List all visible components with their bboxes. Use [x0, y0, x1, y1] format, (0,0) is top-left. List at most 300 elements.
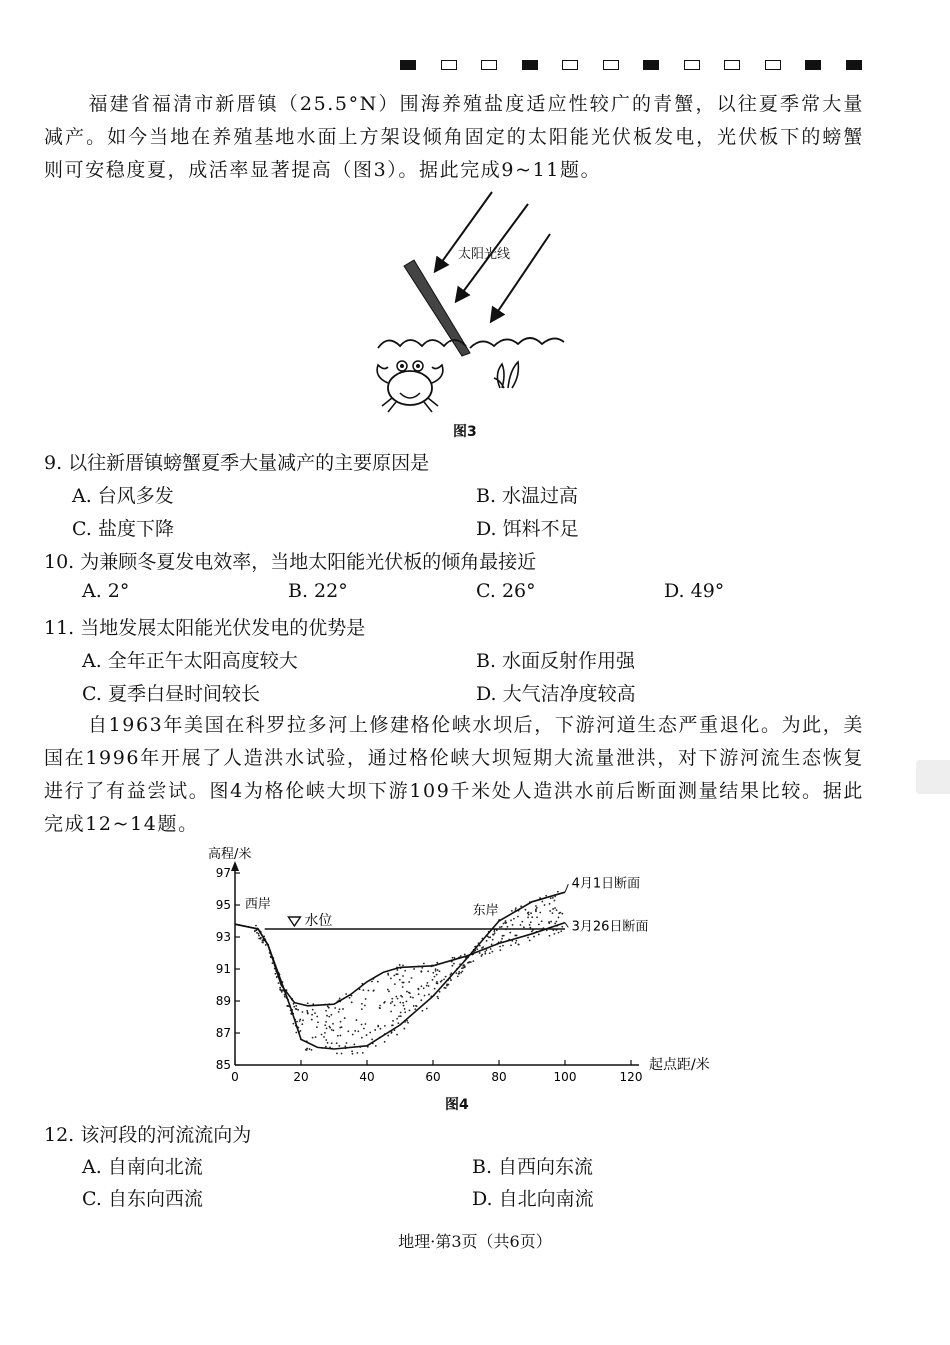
header-mark [603, 60, 619, 70]
sediment-dot [541, 901, 543, 903]
sediment-dot [399, 1002, 401, 1004]
sediment-dot [295, 1008, 297, 1010]
sediment-dot [561, 926, 563, 928]
sediment-dot [374, 1029, 376, 1031]
sediment-dot [550, 897, 552, 899]
west-bank-label: 西岸 [244, 897, 271, 913]
sediment-dot [258, 933, 260, 935]
sediment-dot [529, 940, 531, 942]
sediment-dot [275, 973, 277, 975]
sediment-dot [554, 900, 556, 902]
sediment-dot [510, 919, 512, 921]
page-footer: 地理·第3页（共6页） [398, 1232, 552, 1251]
sediment-dot [499, 946, 501, 948]
sediment-dot [306, 1049, 308, 1051]
sediment-dot [538, 934, 540, 936]
sediment-dot [296, 1021, 298, 1023]
sediment-dot [548, 921, 550, 923]
question-9-stem: 9. 以往新厝镇螃蟹夏季大量减产的主要原因是 [44, 452, 430, 474]
q12-option-a: A. 自南向北流 [82, 1156, 203, 1178]
sediment-dot [357, 1030, 359, 1032]
sediment-dot [334, 1007, 336, 1009]
sediment-dot [510, 944, 512, 946]
sediment-dot [402, 986, 404, 988]
sediment-dot [520, 905, 522, 907]
sediment-dot [325, 1039, 327, 1041]
sediment-dot [472, 960, 474, 962]
sediment-dot [400, 1012, 402, 1014]
seaweed-icon [494, 362, 518, 388]
sediment-dot [531, 916, 533, 918]
sediment-dot [491, 944, 493, 946]
sediment-dot [440, 981, 442, 983]
apr1-series-label: 4月1日断面 [571, 876, 641, 892]
sediment-dot [412, 997, 414, 999]
sediment-dot [446, 983, 448, 985]
sediment-dot [521, 921, 523, 923]
figure-4-caption: 图4 [445, 1097, 469, 1113]
header-mark [643, 60, 659, 70]
y-tick-label: 85 [215, 1058, 231, 1072]
y-tick-label: 89 [215, 994, 231, 1008]
sediment-dot [505, 922, 507, 924]
q10-option-c: C. 26° [476, 580, 536, 602]
sediment-dot [464, 954, 466, 956]
sediment-dot [423, 963, 425, 965]
passage-2-text: 自1963年美国在科罗拉多河上修建格伦峡水坝后，下游河道生态严重退化。为此，美国在1996年开展了人造洪水试验，通过格伦峡大坝短期大流量泄洪，对下游河流生态恢复进行了有益尝试。图4为格伦峡大坝下游109千米处人造洪水前后断面测量结果比较。据此完成12~14题。 [44, 714, 864, 835]
q12-option-b: B. 自西向东流 [472, 1156, 594, 1178]
sediment-dot [531, 931, 533, 933]
sunray-label: 太阳光线 [458, 247, 511, 262]
sediment-dot [361, 1008, 363, 1010]
crab-icon [377, 361, 443, 412]
sediment-dot [344, 1045, 346, 1047]
sediment-dot [536, 916, 538, 918]
sediment-dot [398, 1015, 400, 1017]
sediment-dot [529, 927, 531, 929]
sediment-dot [311, 1049, 313, 1051]
sediment-dot [556, 909, 558, 911]
sediment-dot [383, 1002, 385, 1004]
sediment-dot [413, 1005, 415, 1007]
sediment-dot [390, 1002, 392, 1004]
sediment-dot [340, 1021, 342, 1023]
sediment-dot [435, 970, 437, 972]
sediment-dot [409, 992, 411, 994]
sediment-dot [414, 1008, 416, 1010]
sediment-dot [397, 973, 399, 975]
sediment-dot [372, 990, 374, 992]
sediment-dot [380, 1028, 382, 1030]
sediment-dot [539, 912, 541, 914]
sediment-dot [396, 1018, 398, 1020]
sediment-dot [517, 916, 519, 918]
sediment-dot [416, 1005, 418, 1007]
sediment-dot [307, 1002, 309, 1004]
q12-option-c: C. 自东向西流 [82, 1188, 203, 1210]
sediment-dot [503, 923, 505, 925]
sediment-dot [321, 1034, 323, 1036]
sediment-dot [324, 1032, 326, 1034]
sediment-dot [436, 974, 438, 976]
q9-option-b: B. 水温过高 [476, 485, 579, 507]
sediment-dot [549, 935, 551, 937]
sediment-dot [316, 1016, 318, 1018]
sediment-dot [517, 944, 519, 946]
y-tick-label: 95 [215, 898, 231, 912]
sediment-dot [341, 1053, 343, 1055]
sediment-dot [255, 925, 257, 927]
sediment-dot [559, 912, 561, 914]
sediment-dot [317, 1021, 319, 1023]
sediment-dot [486, 940, 488, 942]
sediment-dot [436, 981, 438, 983]
sediment-dot [339, 997, 341, 999]
sediment-dot [329, 1026, 331, 1028]
sediment-dot [404, 1008, 406, 1010]
q12-option-d: D. 自北向南流 [472, 1188, 594, 1210]
sediment-dot [306, 1010, 308, 1012]
sediment-dot [530, 912, 532, 914]
sediment-dot [301, 1023, 303, 1025]
sediment-dot [390, 978, 392, 980]
header-mark [522, 60, 538, 70]
y-axis-label: 高程/米 [208, 847, 252, 862]
sediment-dot [399, 979, 401, 981]
sediment-dot [402, 975, 404, 977]
sediment-dot [361, 1003, 363, 1005]
sediment-dot [314, 1012, 316, 1014]
sediment-dot [502, 935, 504, 937]
sediment-dot [453, 957, 455, 959]
sediment-dot [549, 903, 551, 905]
sediment-dot [346, 1042, 348, 1044]
question-12-stem: 12. 该河段的河流流向为 [44, 1124, 252, 1146]
sediment-dot [528, 914, 530, 916]
sediment-dot [351, 1001, 353, 1003]
sediment-dot [356, 1019, 358, 1021]
mar26-series-label: 3月26日断面 [571, 919, 649, 935]
sediment-dot [331, 1029, 333, 1031]
sediment-dot [326, 1027, 328, 1029]
sediment-dot [311, 1014, 313, 1016]
sediment-dot [535, 905, 537, 907]
sediment-dot [377, 981, 379, 983]
sediment-dot [351, 1050, 353, 1052]
q10-option-b: B. 22° [288, 580, 348, 602]
sediment-dot [520, 924, 522, 926]
x-axis-label: 起点距/米 [649, 1057, 710, 1073]
sediment-dot [401, 996, 403, 998]
sediment-dot [468, 962, 470, 964]
header-mark [562, 60, 578, 70]
sediment-dot [352, 1034, 354, 1036]
sediment-dot [464, 966, 466, 968]
sediment-dot [515, 942, 517, 944]
sediment-dot [368, 990, 370, 992]
sediment-dot [482, 946, 484, 948]
q11-option-a: A. 全年正午太阳高度较大 [82, 650, 298, 672]
y-tick-label: 93 [215, 930, 231, 944]
sediment-dot [254, 930, 256, 932]
sediment-dot [476, 948, 478, 950]
sediment-dot [344, 1017, 346, 1019]
sediment-dot [292, 1023, 294, 1025]
sediment-dot [501, 938, 503, 940]
sediment-dot [420, 970, 422, 972]
sediment-dot [403, 1028, 405, 1030]
sediment-dot [501, 926, 503, 928]
header-marks [400, 60, 886, 70]
sediment-dot [558, 917, 560, 919]
x-tick-label: 60 [425, 1070, 441, 1084]
sediment-dot [352, 1053, 354, 1055]
sediment-dot [560, 930, 562, 932]
sediment-dot [544, 904, 546, 906]
sediment-dot [399, 964, 401, 966]
sediment-dot [299, 1019, 301, 1021]
header-mark [846, 60, 862, 70]
sediment-dot [421, 985, 423, 987]
sediment-dot [278, 982, 280, 984]
x-tick-label: 120 [619, 1070, 643, 1084]
q9-option-a: A. 台风多发 [72, 485, 174, 507]
sediment-dot [525, 909, 527, 911]
sediment-dot [410, 996, 412, 998]
sediment-dot [527, 912, 529, 914]
sediment-dot [529, 924, 531, 926]
sediment-dot [331, 1042, 333, 1044]
sediment-dot [451, 965, 453, 967]
sediment-dot [395, 996, 397, 998]
y-axis-arrow [231, 861, 239, 871]
water-level-label: 水位 [304, 913, 333, 929]
sediment-dot [337, 1035, 339, 1037]
sediment-dot [387, 973, 389, 975]
sediment-dot [342, 1008, 344, 1010]
figure-4-chart [200, 840, 740, 1090]
sediment-dot [554, 923, 556, 925]
sediment-dot [426, 985, 428, 987]
sediment-dot [421, 967, 423, 969]
sediment-dot [332, 1023, 334, 1025]
sediment-dot [392, 1020, 394, 1022]
sediment-dot [326, 1015, 328, 1017]
sediment-dot [437, 997, 439, 999]
sediment-dot [439, 970, 441, 972]
sediment-dot [512, 924, 514, 926]
sediment-dot [258, 935, 260, 937]
water-surface [378, 338, 564, 348]
sediment-dot [511, 910, 513, 912]
x-tick-label: 20 [293, 1070, 309, 1084]
sediment-dot [458, 971, 460, 973]
sediment-dot [499, 949, 501, 951]
sediment-dot [361, 1024, 363, 1026]
sediment-dot [422, 1010, 424, 1012]
header-mark [684, 60, 700, 70]
sediment-dot [311, 1019, 313, 1021]
sediment-dot [432, 972, 434, 974]
sediment-dot [333, 1030, 335, 1032]
sediment-dot [361, 1037, 363, 1039]
sediment-stipple [254, 891, 563, 1055]
sediment-dot [408, 981, 410, 983]
sediment-dot [538, 924, 540, 926]
sediment-dot [336, 1053, 338, 1055]
sediment-dot [527, 937, 529, 939]
sediment-dot [493, 930, 495, 932]
sediment-dot [402, 965, 404, 967]
sediment-dot [365, 998, 367, 1000]
sediment-dot [371, 1039, 373, 1041]
sediment-dot [536, 907, 538, 909]
sediment-dot [499, 926, 501, 928]
sediment-dot [325, 1010, 327, 1012]
sediment-dot [460, 955, 462, 957]
sediment-dot [302, 1011, 304, 1013]
sediment-dot [461, 970, 463, 972]
sediment-dot [295, 1032, 297, 1034]
sediment-dot [349, 997, 351, 999]
header-mark [481, 60, 497, 70]
sediment-dot [530, 921, 532, 923]
sediment-dot [453, 963, 455, 965]
sediment-dot [356, 1052, 358, 1054]
sediment-dot [494, 932, 496, 934]
sediment-dot [391, 998, 393, 1000]
sediment-dot [366, 1034, 368, 1036]
sediment-dot [457, 975, 459, 977]
q9-option-c: C. 盐度下降 [72, 518, 174, 540]
sediment-dot [458, 973, 460, 975]
sediment-dot [437, 969, 439, 971]
q10-option-a: A. 2° [82, 580, 130, 602]
sediment-dot [379, 1005, 381, 1007]
sediment-dot [406, 1000, 408, 1002]
mar26-leader [565, 923, 568, 928]
sediment-dot [479, 952, 481, 954]
q11-option-c: C. 夏季白昼时间较长 [82, 683, 260, 705]
sediment-dot [523, 926, 525, 928]
sediment-dot [452, 957, 454, 959]
sediment-dot [393, 975, 395, 977]
sediment-dot [535, 909, 537, 911]
sediment-dot [424, 995, 426, 997]
sediment-dot [484, 953, 486, 955]
sediment-dot [353, 1044, 355, 1046]
sediment-dot [434, 988, 436, 990]
y-tick-label: 91 [215, 962, 231, 976]
sediment-dot [403, 982, 405, 984]
sediment-dot [258, 938, 260, 940]
sediment-dot [516, 935, 518, 937]
passage-1-text: 福建省福清市新厝镇（25.5°N）围海养殖盐度适应性较广的青蟹，以往夏季常大量减产。如今当地在养殖基地水面上方架设倾角固定的太阳能光伏板发电，光伏板下的螃蟹则可安稳度夏，成活率显著提高（图3）。据此完成9~11题。 [44, 93, 864, 181]
q9-option-d: D. 饵料不足 [476, 518, 579, 540]
sediment-dot [387, 989, 389, 991]
sediment-dot [284, 996, 286, 998]
sediment-dot [309, 1048, 311, 1050]
sediment-dot [489, 952, 491, 954]
sediment-dot [463, 964, 465, 966]
x-tick-label: 100 [553, 1070, 577, 1084]
sediment-dot [369, 1032, 371, 1034]
sediment-dot [404, 1011, 406, 1013]
sediment-dot [265, 944, 267, 946]
sediment-dot [324, 1024, 326, 1026]
sediment-dot [315, 1036, 317, 1038]
sediment-dot [391, 1025, 393, 1027]
sediment-dot [450, 979, 452, 981]
sediment-dot [345, 993, 347, 995]
sediment-dot [428, 985, 430, 987]
sediment-dot [470, 961, 472, 963]
sediment-dot [428, 994, 430, 996]
sediment-dot [325, 1021, 327, 1023]
sediment-dot [556, 921, 558, 923]
sediment-dot [432, 979, 434, 981]
sediment-dot [402, 1002, 404, 1004]
sediment-dot [339, 1027, 341, 1029]
sediment-dot [371, 981, 373, 983]
sediment-dot [325, 1046, 327, 1048]
sediment-dot [552, 912, 554, 914]
figure-3 [370, 188, 570, 438]
sediment-dot [387, 1035, 389, 1037]
sediment-dot [391, 1001, 393, 1003]
sediment-dot [260, 937, 262, 939]
sediment-dot [388, 990, 390, 992]
sediment-dot [394, 1004, 396, 1006]
sediment-dot [554, 907, 556, 909]
sediment-dot [390, 1011, 392, 1013]
q10-option-d: D. 49° [664, 580, 725, 602]
sediment-dot [420, 999, 422, 1001]
sediment-dot [307, 1013, 309, 1015]
sediment-dot [362, 1052, 364, 1054]
series-line-apr1 [235, 892, 565, 1049]
sediment-dot [328, 1016, 330, 1018]
sediment-dot [527, 916, 529, 918]
sediment-dot [338, 1045, 340, 1047]
sediment-dot [297, 1009, 299, 1011]
passage-2 [44, 709, 864, 841]
question-10-stem: 10. 为兼顾冬夏发电效率，当地太阳能光伏板的倾角最接近 [44, 551, 537, 573]
sediment-dot [397, 969, 399, 971]
sediment-dot [327, 1006, 329, 1008]
sediment-dot [549, 910, 551, 912]
sediment-dot [347, 1030, 349, 1032]
figure-3-caption: 图3 [453, 424, 477, 440]
sediment-dot [443, 978, 445, 980]
sediment-dot [426, 1008, 428, 1010]
sediment-dot [403, 1005, 405, 1007]
sediment-dot [404, 970, 406, 972]
sediment-dot [434, 976, 436, 978]
sediment-dot [460, 972, 462, 974]
sediment-dot [299, 1020, 301, 1022]
header-mark [724, 60, 740, 70]
water-level-marker [288, 917, 300, 926]
sediment-dot [492, 934, 494, 936]
sediment-dot [295, 1005, 297, 1007]
sediment-dot [293, 1006, 295, 1008]
sediment-dot [384, 1025, 386, 1027]
sediment-dot [413, 968, 415, 970]
sediment-dot [364, 1005, 366, 1007]
sediment-dot [439, 991, 441, 993]
sediment-dot [423, 987, 425, 989]
